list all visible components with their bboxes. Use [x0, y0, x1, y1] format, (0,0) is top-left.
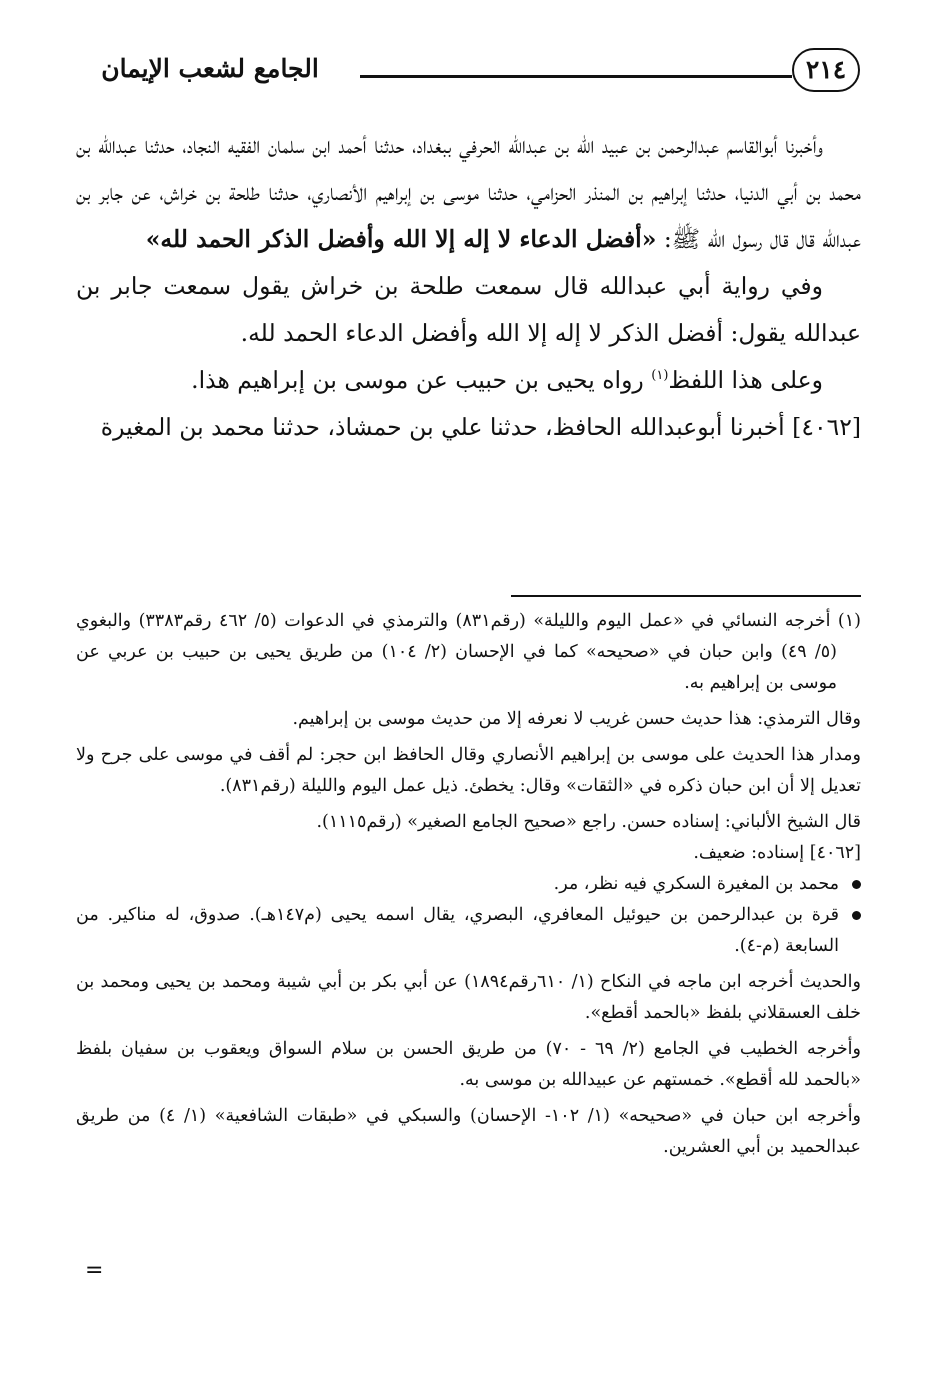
- footnote-1: (١) أخرجه النسائي في «عمل اليوم والليلة» (رقم٨٣١) والترمذي في الدعوات (٥/ ٤٦٢ رقم٣٣٨٣) والبغوي (٥/ ٤٩) وابن حبان في «صحيحه» كما في الإحسان (٢/ ١٠٤) من طريق يحيى بن حبيب بن عربي عن موسى بن إبراهيم به.: [76, 611, 861, 693]
- footnote-7: وأخرجه الخطيب في الجامع (٢/ ٦٩ - ٧٠) من طريق الحسن بن سلام السواق ويعقوب بن سفيان بلفظ «بالحمد لله أقطع». خمستهم عن عبيدالله بن موسى به.: [76, 1039, 861, 1090]
- list-item-text: محمد بن المغيرة السكري فيه نظر، مر.: [553, 874, 839, 894]
- paragraph-3-before: وعلى هذا اللفظ: [668, 366, 823, 394]
- page-header: [70, 48, 860, 98]
- footnotes: [76, 606, 861, 1163]
- main-text: [76, 122, 861, 451]
- header-rule: [360, 75, 792, 78]
- hadith-text: «أفضل الدعاء لا إله إلا الله وأفضل الذكر الحمد لله»: [145, 225, 657, 253]
- paragraph-3-after: رواه يحيى بن حبيب عن موسى بن إبراهيم هذا.: [191, 366, 652, 394]
- footnote-2: وقال الترمذي: هذا حديث حسن غريب لا نعرفه إلا من حديث موسى بن إبراهيم.: [292, 709, 861, 729]
- footnote-3: ومدار هذا الحديث على موسى بن إبراهيم الأنصاري وقال الحافظ ابن حجر: لم أقف في موسى على جرح ولا تعديل إلا أن ابن حبان ذكره في «الثقات» وقال: يخطئ. ذيل عمل اليوم والليلة (رقم٨٣١).: [76, 745, 861, 796]
- footnote-5: [٤٠٦٢] إسناده: ضعيف.: [693, 843, 861, 863]
- bullet-icon: [852, 880, 861, 889]
- footnote-8: وأخرجه ابن حبان في «صحيحه» (١/ ١٠٢- الإحسان) والسبكي في «طبقات الشافعية» (١/ ٤) من طريق عبدالحميد بن أبي العشرين.: [76, 1106, 862, 1157]
- bullet-icon: [852, 911, 861, 920]
- paragraph-2: وفي رواية أبي عبدالله قال سمعت طلحة بن خراش يقول سمعت جابر بن عبدالله يقول: أفضل الذكر لا إله إلا الله وأفضل الدعاء الحمد لله.: [76, 272, 861, 347]
- footnote-6: والحديث أخرجه ابن ماجه في النكاح (١/ ٦١٠رقم١٨٩٤) عن أبي بكر بن أبي شيبة ومحمد بن يحيى ومحمد بن خلف العسقلاني بلفظ «بالحمد أقطع».: [76, 972, 861, 1023]
- page-number: ٢١٤: [792, 48, 860, 92]
- book-title: الجامع لشعب الإيمان: [101, 54, 319, 83]
- continuation-mark: =: [85, 1258, 104, 1283]
- footnote-ref[interactable]: (١): [651, 368, 669, 384]
- narrator-list: [76, 869, 861, 962]
- list-item: [76, 869, 861, 900]
- paragraph-3: [76, 357, 861, 404]
- list-item-text: قرة بن عبدالرحمن بن حيوئيل المعافري، البصري، يقال اسمه يحيى (م١٤٧هـ). صدوق، له مناكير. من السابعة (م-٤).: [76, 905, 840, 956]
- footnote-divider: [511, 595, 861, 597]
- paragraph-1: [76, 122, 861, 263]
- footnote-4: قال الشيخ الألباني: إسناده حسن. راجع «صحيح الجامع الصغير» (رقم١١١٥).: [316, 812, 861, 832]
- paragraph-4: [٤٠٦٢] أخبرنا أبوعبدالله الحافظ، حدثنا علي بن حمشاذ، حدثنا محمد بن المغيرة: [100, 413, 861, 441]
- list-item: [76, 900, 861, 962]
- paragraph-1-text: وأخبرنا أبوالقاسم عبدالرحمن بن عبيد الله بن عبدالله الحرفي ببغداد، حدثنا أحمد ابن سلمان الفقيه النجاد، حدثنا عبدالله بن محمد بن أبي الدنيا، حدثنا إبراهيم بن المنذر الحزامي، حدثنا موسى بن إبراهيم الأنصاري، حدثنا طلحة بن خراش، عن جابر بن عبدالله قال قال رسول الله ﷺ:: [76, 131, 861, 253]
